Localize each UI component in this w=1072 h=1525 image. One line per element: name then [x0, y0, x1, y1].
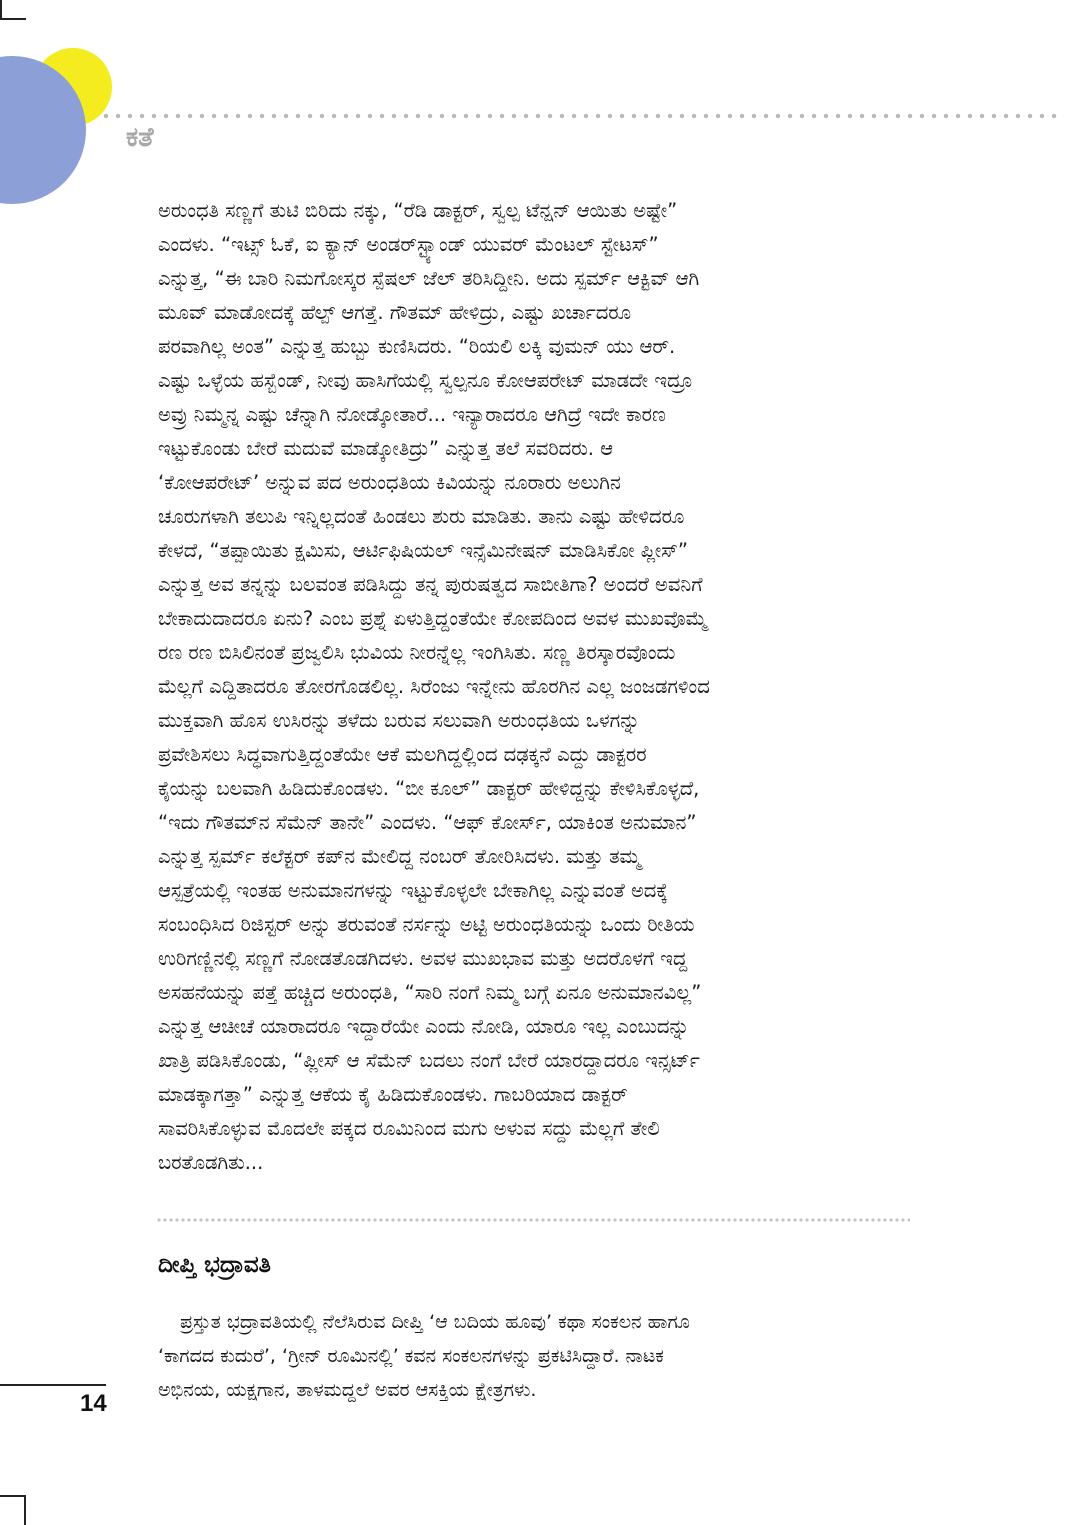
story-line: ಎಂದಳು. “ಇಟ್ಸ್ ಓಕೆ, ಐ ಕ್ಯಾನ್ ಅಂಡರ್‌ಸ್ಟ್ಯಾಂಡ್ ಯುವರ್ ಮೆಂಟಲ್ ಸ್ಟೇಟಸ್”: [158, 233, 659, 256]
story-line: ಉರಿಗಣ್ಣಿನಲ್ಲಿ ಸಣ್ಣಗೆ ನೋಡತೊಡಗಿದಳು. ಅವಳ ಮುಖಭಾವ ಮತ್ತು ಅದರೊಳಗೆ ಇದ್ದ: [158, 947, 688, 970]
story-line: ಪರವಾಗಿಲ್ಲ ಅಂತ” ಎನ್ನುತ್ತ ಹುಬ್ಬು ಕುಣಿಸಿದರು. “ರಿಯಲಿ ಲಕ್ಕಿ ವುಮನ್ ಯು ಆರ್.: [158, 335, 676, 358]
story-line: ಸಾವರಿಸಿಕೊಳ್ಳುವ ಮೊದಲೇ ಪಕ್ಕದ ರೂಮಿನಿಂದ ಮಗು ಅಳುವ ಸದ್ದು ಮೆಲ್ಲಗೆ ತೇಲಿ: [158, 1117, 660, 1140]
crop-mark-top-left-h: [0, 18, 26, 20]
story-line: ಬರತೊಡಗಿತು...: [158, 1151, 264, 1174]
story-line: ಪ್ರವೇಶಿಸಲು ಸಿದ್ಧವಾಗುತ್ತಿದ್ದಂತೆಯೇ ಆಕೆ ಮಲಗಿದ್ದಲ್ಲಿಂದ ದಢಕ್ಕನೆ ಎದ್ದು ಡಾಕ್ಟರರ: [158, 743, 647, 766]
story-text: [158, 194, 910, 1180]
story-line: ಬೇಕಾದುದಾದರೂ ಏನು? ಎಂಬ ಪ್ರಶ್ನೆ ಏಳುತ್ತಿದ್ದಂತೆಯೇ ಕೋಪದಿಂದ ಅವಳ ಮುಖವೊಮ್ಮೆ: [158, 607, 708, 630]
story-line: ಚೂರುಗಳಾಗಿ ತಲುಪಿ ಇನ್ನಿಲ್ಲದಂತೆ ಹಿಂಡಲು ಶುರು ಮಾಡಿತು. ತಾನು ಎಷ್ಟು ಹೇಳಿದರೂ: [158, 505, 685, 528]
story-line: ಎಷ್ಟು ಒಳ್ಳೆಯ ಹಸ್ಬೆಂಡ್, ನೀವು ಹಾಸಿಗೆಯಲ್ಲಿ ಸ್ವಲ್ಪನೂ ಕೋಆಪರೇಟ್ ಮಾಡದೇ ಇದ್ರೂ: [158, 369, 693, 392]
story-line: ಎನ್ನುತ್ತ ಸ್ಪರ್ಮ್ ಕಲೆಕ್ಟರ್ ಕಪ್‌ನ ಮೇಲಿದ್ದ ನಂಬರ್ ತೋರಿಸಿದಳು. ಮತ್ತು ತಮ್ಮ: [158, 845, 641, 868]
page-number-rule: [0, 1384, 106, 1386]
story-line: ಕೇಳದೆ, “ತಪ್ಪಾಯಿತು ಕ್ಷಮಿಸು, ಆರ್ಟಿಫಿಷಿಯಲ್ ಇನ್ಸೆಮಿನೇಷನ್ ಮಾಡಿಸಿಕೋ ಪ್ಲೀಸ್”: [158, 539, 688, 562]
story-line: ಮುಕ್ತವಾಗಿ ಹೊಸ ಉಸಿರನ್ನು ತಳೆದು ಬರುವ ಸಲುವಾಗಿ ಅರುಂಧತಿಯ ಒಳಗನ್ನು: [158, 709, 640, 732]
dotted-section-divider: [156, 1218, 910, 1222]
crop-mark-bottom-left: [0, 1495, 26, 1497]
crop-mark-top-left: [0, 0, 2, 20]
bio-line: ಪ್ರಸ್ತುತ ಭದ್ರಾವತಿಯಲ್ಲಿ ನೆಲೆಸಿರುವ ದೀಪ್ತಿ ‘ಆ ಬದಿಯ ಹೂವು’ ಕಥಾ ಸಂಕಲನ ಹಾಗೂ: [180, 1311, 690, 1333]
story-line: ಎನ್ನುತ್ತ ಅವ ತನ್ನನ್ನು ಬಲವಂತ ಪಡಿಸಿದ್ದು ತನ್ನ ಪುರುಷತ್ವದ ಸಾಬೀತಿಗಾ? ಅಂದರೆ ಅವನಿಗೆ: [158, 573, 703, 596]
bio-line: ‘ಕಾಗದದ ಕುದುರೆ’, ‘ಗ್ರೀನ್ ರೂಮಿನಲ್ಲಿ’ ಕವನ ಸಂಕಲನಗಳನ್ನು ಪ್ರಕಟಿಸಿದ್ದಾರೆ. ನಾಟಕ: [158, 1345, 664, 1367]
author-name: ದೀಪ್ತಿ ಭದ್ರಾವತಿ: [158, 1252, 271, 1278]
crop-mark-bottom-left-v: [24, 1495, 26, 1525]
story-line: ಸಂಬಂಧಿಸಿದ ರಿಜಿಸ್ಟರ್ ಅನ್ನು ತರುವಂತೆ ನರ್ಸನ್ನು ಅಟ್ಟಿ ಅರುಂಧತಿಯನ್ನು ಒಂದು ರೀತಿಯ: [158, 913, 695, 936]
dotted-header-rule: [100, 113, 1064, 119]
story-line: ಎನ್ನುತ್ತ ಆಚೀಚೆ ಯಾರಾದರೂ ಇದ್ದಾರೆಯೇ ಎಂದು ನೋಡಿ, ಯಾರೂ ಇಲ್ಲ ಎಂಬುದನ್ನು: [158, 1015, 690, 1038]
author-bio: [158, 1305, 910, 1407]
story-line: ಮಾಡಕ್ಕಾಗತ್ತಾ” ಎನ್ನುತ್ತ ಆಕೆಯ ಕೈ ಹಿಡಿದುಕೊಂಡಳು. ಗಾಬರಿಯಾದ ಡಾಕ್ಟರ್: [158, 1083, 628, 1106]
story-line: ಅವ್ರು ನಿಮ್ಮನ್ನ ಎಷ್ಟು ಚೆನ್ನಾಗಿ ನೋಡ್ಕೋತಾರೆ... ಇನ್ಯಾರಾದರೂ ಆಗಿದ್ರೆ ಇದೇ ಕಾರಣ: [158, 403, 666, 426]
section-label: ಕತೆ: [126, 122, 154, 153]
story-line: ಅರುಂಧತಿ ಸಣ್ಣಗೆ ತುಟಿ ಬಿರಿದು ನಕ್ಕು, “ರೆಡಿ ಡಾಕ್ಟರ್, ಸ್ವಲ್ಪ ಟೆನ್ಷನ್ ಆಯಿತು ಅಷ್ಟೇ”: [158, 199, 678, 222]
story-line: ಅಸಹನೆಯನ್ನು ಪತ್ತೆ ಹಚ್ಚಿದ ಅರುಂಧತಿ, “ಸಾರಿ ನಂಗೆ ನಿಮ್ಮ ಬಗ್ಗೆ ಏನೂ ಅನುಮಾನವಿಲ್ಲ”: [158, 981, 702, 1004]
story-line: ರಣ ರಣ ಬಿಸಿಲಿನಂತೆ ಪ್ರಜ್ವಲಿಸಿ ಭುವಿಯ ನೀರನ್ನೆಲ್ಲ ಇಂಗಿಸಿತು. ಸಣ್ಣ ತಿರಸ್ಕಾರವೊಂದು: [158, 641, 676, 664]
story-line: ಕೈಯನ್ನು ಬಲವಾಗಿ ಹಿಡಿದುಕೊಂಡಳು. “ಬೀ ಕೂಲ್” ಡಾಕ್ಟರ್ ಹೇಳಿದ್ದನ್ನು ಕೇಳಿಸಿಕೊಳ್ಳದೆ,: [158, 777, 700, 800]
page-number: 14: [80, 1390, 107, 1417]
story-line: ಆಸ್ಪತ್ರೆಯಲ್ಲಿ ಇಂತಹ ಅನುಮಾನಗಳನ್ನು ಇಟ್ಟುಕೊಳ್ಳಲೇ ಬೇಕಾಗಿಲ್ಲ ಎನ್ನುವಂತೆ ಅದಕ್ಕೆ: [158, 879, 668, 902]
story-line: ಎನ್ನುತ್ತ, “ಈ ಬಾರಿ ನಿಮಗೋಸ್ಕರ ಸ್ಪೆಷಲ್ ಜೆಲ್ ತರಿಸಿದ್ದೀನಿ. ಅದು ಸ್ಪರ್ಮ್ ಆಕ್ಟಿವ್ ಆಗಿ: [158, 267, 700, 290]
bio-line: ಅಭಿನಯ, ಯಕ್ಷಗಾನ, ತಾಳಮದ್ದಲೆ ಅವರ ಆಸಕ್ತಿಯ ಕ್ಷೇತ್ರಗಳು.: [158, 1379, 537, 1401]
story-line: “ಇದು ಗೌತಮ್‌ನ ಸೆಮೆನ್ ತಾನೇ” ಎಂದಳು. “ಆಫ್ ಕೋರ್ಸ್, ಯಾಕಿಂತ ಅನುಮಾನ”: [158, 811, 697, 834]
story-line: ಇಟ್ಟುಕೊಂಡು ಬೇರೆ ಮದುವೆ ಮಾಡ್ಕೋತಿದ್ರು” ಎನ್ನುತ್ತ ತಲೆ ಸವರಿದರು. ಆ: [158, 437, 614, 460]
story-line: ‘ಕೋಆಪರೇಟ್’ ಅನ್ನುವ ಪದ ಅರುಂಧತಿಯ ಕಿವಿಯನ್ನು ನೂರಾರು ಅಲುಗಿನ: [158, 471, 621, 494]
story-line: ಖಾತ್ರಿ ಪಡಿಸಿಕೊಂಡು, “ಪ್ಲೀಸ್ ಆ ಸೆಮೆನ್ ಬದಲು ನಂಗೆ ಬೇರೆ ಯಾರದ್ದಾದರೂ ಇನ್ಸರ್ಟ್: [158, 1049, 700, 1072]
story-line: ಮೂವ್ ಮಾಡೋದಕ್ಕೆ ಹೆಲ್ಪ್ ಆಗತ್ತೆ. ಗೌತಮ್ ಹೇಳಿದ್ರು, ಎಷ್ಟು ಖರ್ಚಾದರೂ: [158, 301, 632, 324]
story-line: ಮೆಲ್ಲಗೆ ಎದ್ದಿತಾದರೂ ತೋರಗೊಡಲಿಲ್ಲ. ಸಿರೆಂಜು ಇನ್ನೇನು ಹೊರಗಿನ ಎಲ್ಲ ಜಂಜಡಗಳಿಂದ: [158, 675, 710, 698]
